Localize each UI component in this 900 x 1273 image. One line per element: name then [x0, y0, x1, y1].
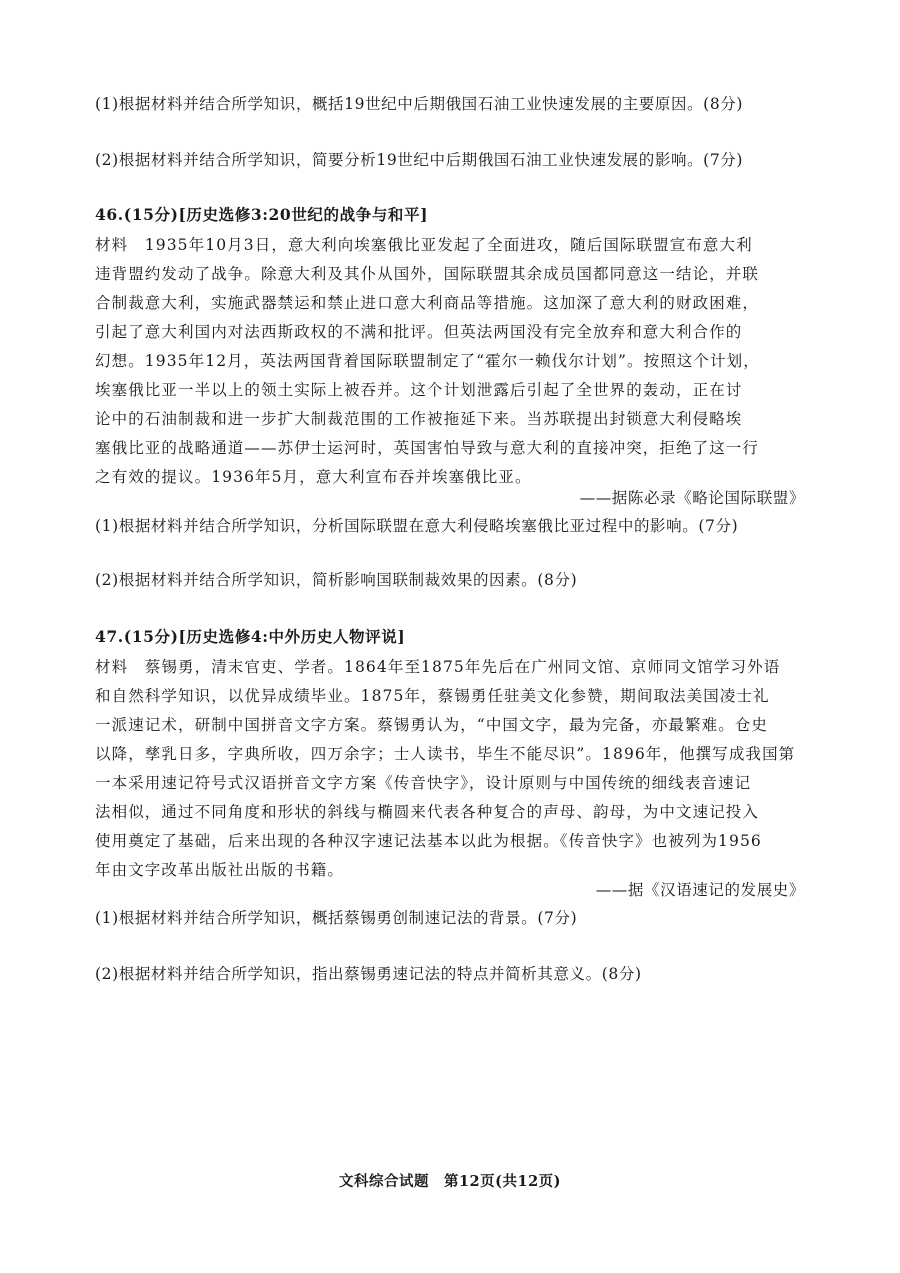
q47-material-line: 一本采用速记符号式汉语拼音文字方案《传音快字》，设计原则与中国传统的细线表音速记: [95, 774, 752, 792]
q46-material-line: 材料 1935年10月3日，意大利向埃塞俄比亚发起了全面进攻，随后国际联盟宣布意大利: [95, 236, 753, 254]
q46-material-line: 论中的石油制裁和进一步扩大制裁范围的工作被拖延下来。当苏联提出封锁意大利侵略埃: [95, 410, 743, 428]
q47-source: ——据《汉语速记的发展史》: [595, 881, 805, 899]
q47-material-line: 法相似，通过不同角度和形状的斜线与椭圆来代表各种复合的声母、韵母，为中文速记投入: [95, 803, 760, 821]
q46-sub-question-1: (1)根据材料并结合所学知识，分析国际联盟在意大利侵略埃塞俄比亚过程中的影响。(7分): [95, 517, 739, 535]
q47-material-line: 和自然科学知识，以优异成绩毕业。1875年，蔡锡勇任驻美文化参赞，期间取法美国凌士礼: [95, 687, 770, 705]
q47-material-line: 使用奠定了基础，后来出现的各种汉字速记法基本以此为根据。《传音快字》也被列为1956: [95, 832, 762, 850]
q46-material-line: 幻想。1935年12月，英法两国背着国际联盟制定了“霍尔一赖伐尔计划”。按照这个计划，: [95, 352, 760, 370]
q47-material-line: 以降，孳乳日多，字典所收，四万余字；士人读书，毕生不能尽识”。1896年，他撰写成我国第: [95, 745, 796, 763]
q47-heading: 47.(15分)[历史选修4:中外历史人物评说]: [95, 627, 406, 646]
q45-sub-question-2: (2)根据材料并结合所学知识，简要分析19世纪中后期俄国石油工业快速发展的影响。(7分): [95, 151, 744, 169]
q47-material-line: 材料 蔡锡勇，清末官吏、学者。1864年至1875年先后在广州同文馆、京师同文馆学习外语: [95, 658, 781, 676]
q47-material-line: 一派速记术，研制中国拼音文字方案。蔡锡勇认为，“中国文字，最为完备，亦最繁难。仓史: [95, 716, 769, 734]
q45-sub-question-1: (1)根据材料并结合所学知识，概括19世纪中后期俄国石油工业快速发展的主要原因。(8分): [95, 95, 744, 113]
q47-sub-question-1: (1)根据材料并结合所学知识，概括蔡锡勇创制速记法的背景。(7分): [95, 909, 578, 927]
q46-material-line: 之有效的提议。1936年5月，意大利宣布吞并埃塞俄比亚。: [95, 468, 532, 486]
q46-material-line: 塞俄比亚的战略通道——苏伊士运河时，英国害怕导致与意大利的直接冲突，拒绝了这一行: [95, 439, 760, 457]
q47-material-line: 年由文字改革出版社出版的书籍。: [95, 861, 345, 879]
q46-heading: 46.(15分)[历史选修3:20世纪的战争与和平]: [95, 205, 429, 224]
q46-sub-question-2: (2)根据材料并结合所学知识，简析影响国联制裁效果的因素。(8分): [95, 571, 578, 589]
q46-material-line: 引起了意大利国内对法西斯政权的不满和批评。但英法两国没有完全放弃和意大利合作的: [95, 323, 743, 341]
q47-sub-question-2: (2)根据材料并结合所学知识，指出蔡锡勇速记法的特点并简析其意义。(8分): [95, 965, 642, 983]
q46-material-line: 违背盟约发动了战争。除意大利及其仆从国外，国际联盟其余成员国都同意这一结论，并联: [95, 265, 760, 283]
page-footer: 文科综合试题 第12页(共12页): [338, 1173, 562, 1190]
q46-source: ——据陈必录《略论国际联盟》: [579, 489, 805, 507]
q46-material-line: 合制裁意大利，实施武器禁运和禁止进口意大利商品等措施。这加深了意大利的财政困难，: [95, 294, 760, 312]
q46-material-line: 埃塞俄比亚一半以上的领土实际上被吞并。这个计划泄露后引起了全世界的轰动，正在讨: [95, 381, 743, 399]
